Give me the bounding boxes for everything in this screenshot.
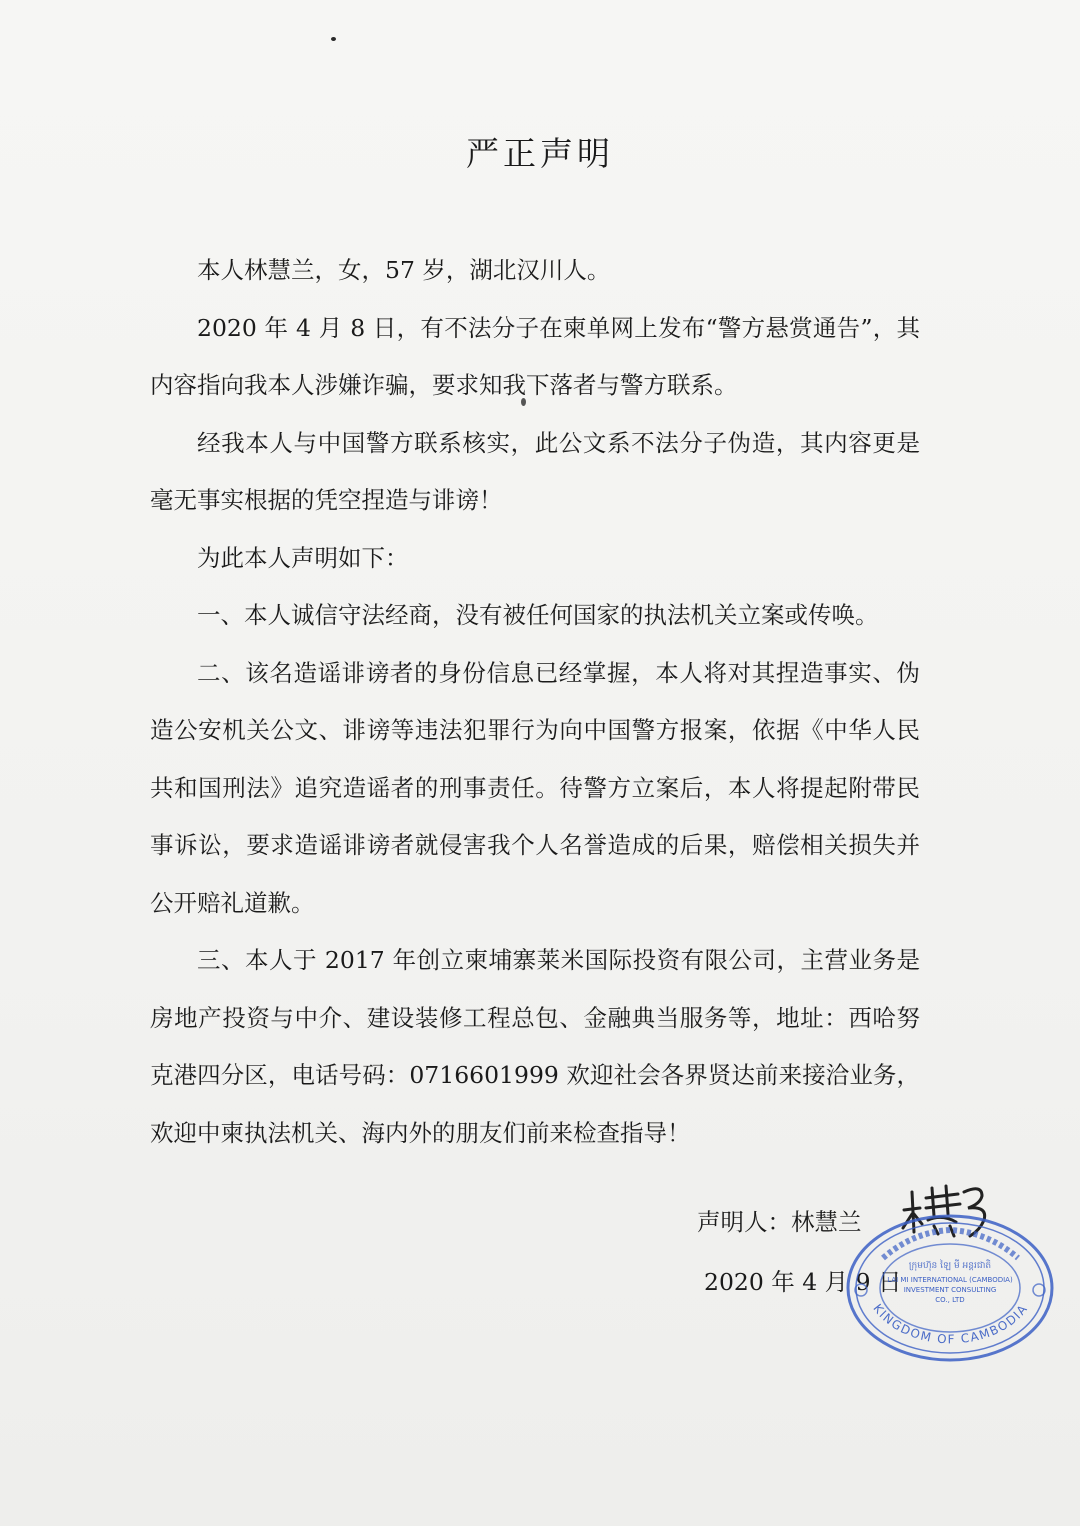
svg-text:ក្រុមហ៊ុន ឡៃ មី អន្តរជាតិ: ក្រុមហ៊ុន ឡៃ មី អន្តរជាតិ: [908, 1261, 992, 1271]
paragraph-identity: 本人林慧兰，女，57 岁，湖北汉川人。: [197, 256, 611, 284]
seal-company-type: INVESTMENT CONSULTING: [903, 1286, 997, 1294]
paragraph-incident: 2020 年 4 月 8 日，有不法分子在柬单网上发布“警方悬赏通告”，其内容指向我本人涉嫌诈骗，要求知我下落者与警方联系。: [150, 313, 920, 399]
document-title: 严正声明: [466, 134, 614, 173]
company-seal: [843, 1210, 1058, 1365]
signer-line: 声明人：林慧兰: [697, 1208, 862, 1236]
paper-speck: [331, 37, 336, 41]
document-body: [150, 242, 920, 1162]
paragraph-verification: 经我本人与中国警方联系核实，此公文系不法分子伪造，其内容更是毫无事实根据的凭空捏造与诽谤！: [150, 428, 920, 514]
seal-company-suffix: CO., LTD: [935, 1296, 965, 1304]
paragraph-point-three: 三、本人于 2017 年创立柬埔寨莱米国际投资有限公司，主营业务是房地产投资与中介、建设装修工程总包、金融典当服务等，地址：西哈努克港四分区，电话号码：0716601999 欢迎社会各界贤达前来接洽业务，欢迎中柬执法机关、海内外的朋友们前来检查指导！: [150, 946, 920, 1147]
paragraph-point-one: 一、本人诚信守法经商，没有被任何国家的执法机关立案或传唤。: [197, 601, 879, 629]
seal-company-name: LAI MI INTERNATIONAL (CAMBODIA): [887, 1276, 1013, 1284]
paragraph-point-two: 二、该名造谣诽谤者的身份信息已经掌握，本人将对其捏造事实、伪造公安机关公文、诽谤等违法犯罪行为向中国警方报案，依据《中华人民共和国刑法》追究造谣者的刑事责任。待警方立案后，本人将提起附带民事诉讼，要求造谣诽谤者就侵害我个人名誉造成的后果，赔偿相关损失并公开赔礼道歉。: [150, 658, 920, 917]
seal-ring-text: KINGDOM OF CAMBODIA: [870, 1301, 1031, 1347]
paragraph-declaration-intro: 为此本人声明如下：: [197, 543, 409, 572]
declaration-date: 2020 年 4 月 9 日: [704, 1268, 902, 1296]
